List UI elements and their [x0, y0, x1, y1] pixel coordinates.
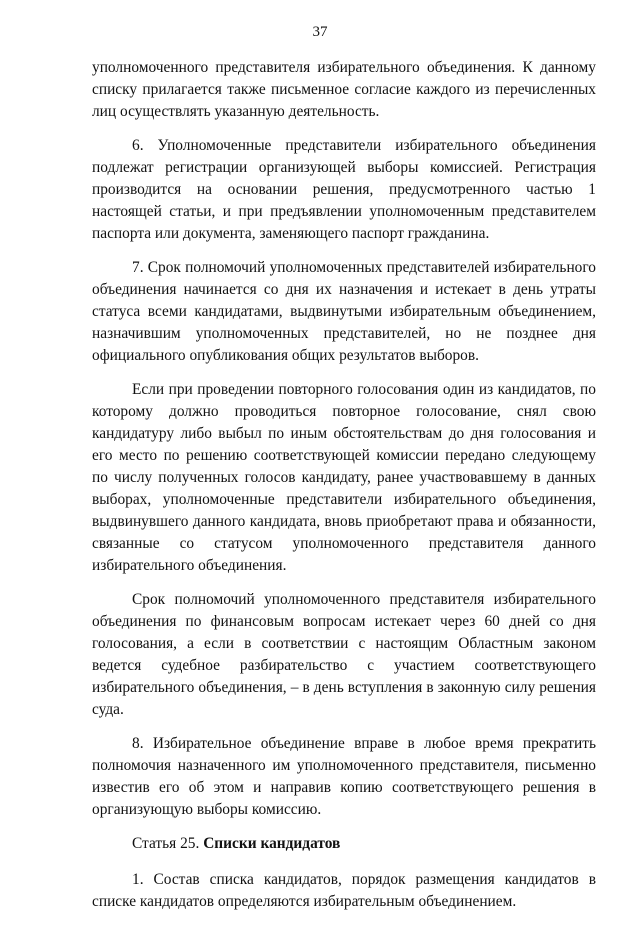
paragraph-repeat-voting: Если при проведении повторного голосования один из кандидатов, по которому должно проводиться повторное голосование, снял свою кандидатуру либо выбыл по иным обстоятельствам до дня голосования и его место по решению соответствующей комиссии передано следующему по числу полученных голосов кандидату, ранее участвовавшему в данных выборах, уполномоченные представители избирательного объединения, выдвинувшего данного кандидата, вновь приобретают права и обязанности, связанные со статусом уполномоченного представителя данного избирательного объединения. — [92, 381, 596, 574]
article-label: Статья 25. — [132, 835, 200, 852]
document-body — [92, 57, 596, 925]
paragraph-financial-term: Срок полномочий уполномоченного представителя избирательного объединения по финансовым вопросам истекает через 60 дней со дня голосования, а если в соответствии с настоящим Областным законом ведется судебное разбирательство с участием соответствующего избирательного объединения, – в день вступления в законную силу решения суда. — [92, 591, 596, 718]
paragraph-item-7: 7. Срок полномочий уполномоченных представителей избирательного объединения начинается со дня их назначения и истекает в день утраты статуса всеми кандидатами, выдвинутыми избирательным объединением, назначившим уполномоченных представителей, но не позднее дня официального опубликования общих результатов выборов. — [92, 259, 596, 364]
article-title: Списки кандидатов — [203, 835, 341, 852]
article-heading — [92, 833, 596, 855]
paragraph-item-6: 6. Уполномоченные представители избирательного объединения подлежат регистрации организующей выборы комиссией. Регистрация производится на основании решения, предусмотренного частью 1 настоящей статьи, и при предъявлении уполномоченным представителем паспорта или документа, заменяющего паспорт гражданина. — [92, 137, 596, 242]
paragraph-continuation: уполномоченного представителя избирательного объединения. К данному списку прилагается также письменное согласие каждого из перечисленных лиц осуществлять указанную деятельность. — [92, 59, 596, 120]
paragraph-item-8: 8. Избирательное объединение вправе в любое время прекратить полномочия назначенного им уполномоченного представителя, письменно известив его об этом и направив копию соответствующего решения в организующую выборы комиссию. — [92, 735, 596, 818]
page-number: 37 — [312, 24, 328, 40]
article-paragraph-1: 1. Состав списка кандидатов, порядок размещения кандидатов в списке кандидатов определяются избирательным объединением. — [92, 871, 596, 910]
